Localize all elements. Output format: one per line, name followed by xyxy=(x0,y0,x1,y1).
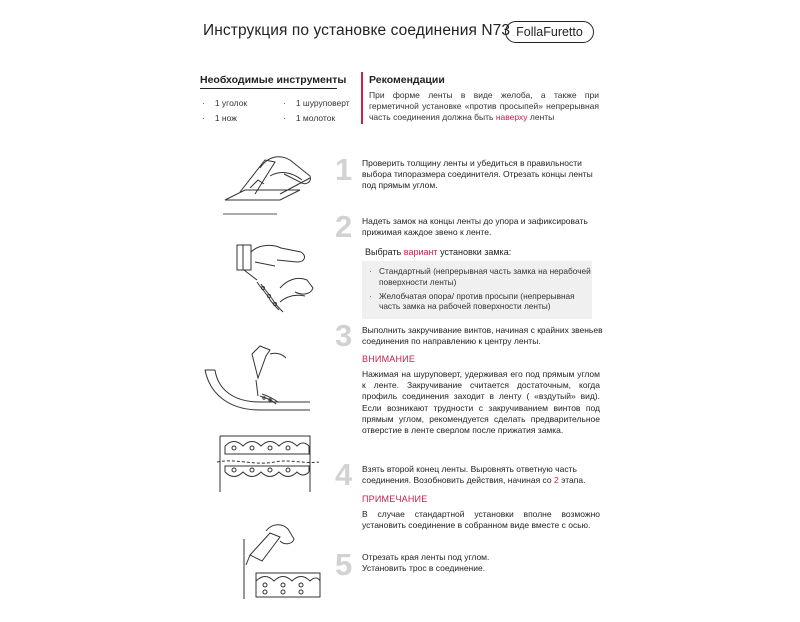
recommendations-accent-bar xyxy=(361,72,363,124)
illustration-screwdriver xyxy=(200,340,315,415)
tool-item: · 1 уголок xyxy=(202,98,248,108)
warning-text: Нажимая на шуруповерт, удерживая его под прямым углом к ленте. Закручивание считается достаточным, когда профиль соединения заходит в ленту ( «вздутый» вид). Если возникают трудности с закручиванием винтов под прямым углом, рекомендуется сделать предварительное отверстие в ленте сверлом после прижатия замка. xyxy=(362,369,600,436)
option-item: · Желобчатая опора/ против просыпи (непрерывная часть замка на рабочей поверхности ленты) xyxy=(369,290,575,312)
step-number: 2 xyxy=(335,209,353,244)
step-number: 3 xyxy=(335,318,353,353)
tool-item: · 1 молоток xyxy=(283,113,336,123)
step-2-choose: Выбрать вариант установки замка: xyxy=(365,247,512,257)
brand-logo: FollaFuretto xyxy=(505,21,594,43)
step-number: 1 xyxy=(335,152,353,187)
step-1-text: Проверить толщину ленты и убедиться в правильности выбора типоразмера соединителя. Отрезать концы ленты под прямым углом. xyxy=(362,158,593,191)
illustration-cutting-edges xyxy=(240,515,325,600)
page-title: Инструкция по установке соединения N73 xyxy=(203,22,511,39)
note-label: ПРИМЕЧАНИЕ xyxy=(362,494,428,504)
step-number: 4 xyxy=(335,457,353,492)
illustration-belt-joint xyxy=(215,432,320,497)
illustration-hammer xyxy=(225,240,320,320)
tools-divider xyxy=(200,88,337,89)
note-text: В случае стандартной установки вполне возможно установить соединение в собранном виде вместе с осью. xyxy=(362,509,600,531)
step-2-options xyxy=(362,261,592,319)
warning-label: ВНИМАНИЕ xyxy=(362,354,416,364)
step-4-text: Взять второй конец ленты. Выровнять ответную часть соединения. Возобновить действия, начиная со 2 этапа. xyxy=(362,464,586,486)
recommendations-text: При форме ленты в виде желоба, а также при герметичной установке «против просыпей» непрерывная часть соединения должна быть наверху ленты xyxy=(369,90,599,123)
recommendations-heading: Рекомендации xyxy=(369,74,445,86)
step-2-text: Надеть замок на концы ленты до упора и зафиксировать прижимая каждое звено к ленте. xyxy=(362,216,588,238)
step-number: 5 xyxy=(335,547,353,582)
step-3-text: Выполнить закручивание винтов, начиная с крайних звеньев соединения по направлению к центру ленты. xyxy=(362,325,603,347)
tools-heading: Необходимые инструменты xyxy=(200,74,347,86)
tool-item: · 1 нож xyxy=(202,113,237,123)
option-item: · Стандартный (непрерывная часть замка на нерабочей поверхности ленты) xyxy=(369,266,591,287)
tool-item: · 1 шуруповерт xyxy=(283,98,350,108)
illustration-cutting-belt xyxy=(220,150,320,218)
step-5-text: Отрезать края ленты под углом. Установить трос в соединение. xyxy=(362,552,490,574)
